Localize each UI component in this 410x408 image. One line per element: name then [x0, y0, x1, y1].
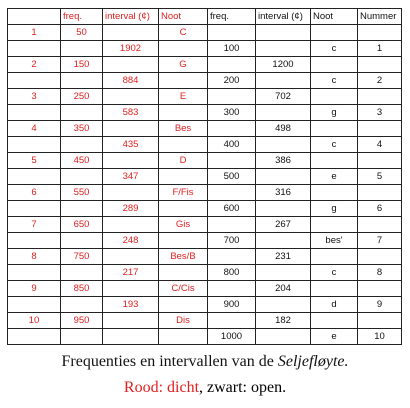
noot-open-cell: c: [311, 137, 358, 153]
table-row: [8, 329, 402, 345]
nummer-cell: [358, 25, 402, 41]
table-row: [8, 201, 402, 217]
noot-closed-cell: [159, 297, 208, 313]
nr-cell: 6: [8, 185, 61, 201]
interval-closed-cell: [103, 153, 159, 169]
header-freq-closed: freq.: [61, 9, 103, 25]
interval-open-cell: [256, 329, 311, 345]
noot-closed-cell: [159, 169, 208, 185]
caption-line-1: [0, 353, 410, 371]
noot-open-cell: [311, 281, 358, 297]
freq-open-cell: [208, 217, 256, 233]
nummer-cell: [358, 89, 402, 105]
interval-open-cell: [256, 265, 311, 281]
nummer-cell: 1: [358, 41, 402, 57]
freq-closed-cell: [61, 73, 103, 89]
interval-open-cell: [256, 201, 311, 217]
interval-open-cell: 182: [256, 313, 311, 329]
freq-closed-cell: 350: [61, 121, 103, 137]
nr-cell: [8, 201, 61, 217]
nummer-cell: 4: [358, 137, 402, 153]
noot-closed-cell: [159, 73, 208, 89]
nr-cell: [8, 169, 61, 185]
noot-open-cell: g: [311, 105, 358, 121]
nummer-cell: [358, 281, 402, 297]
nummer-cell: [358, 57, 402, 73]
header-interval-open: interval (¢): [256, 9, 311, 25]
noot-closed-cell: [159, 329, 208, 345]
interval-closed-cell: [103, 185, 159, 201]
interval-open-cell: 386: [256, 153, 311, 169]
noot-closed-cell: C/Cis: [159, 281, 208, 297]
freq-closed-cell: 850: [61, 281, 103, 297]
noot-closed-cell: C: [159, 25, 208, 41]
nr-cell: 2: [8, 57, 61, 73]
freq-closed-cell: [61, 329, 103, 345]
nummer-cell: [358, 185, 402, 201]
header-noot-open: Noot: [311, 9, 358, 25]
nr-cell: [8, 233, 61, 249]
interval-closed-cell: [103, 57, 159, 73]
noot-closed-cell: G: [159, 57, 208, 73]
freq-closed-cell: 50: [61, 25, 103, 41]
interval-open-cell: 316: [256, 185, 311, 201]
freq-open-cell: [208, 313, 256, 329]
interval-closed-cell: [103, 89, 159, 105]
nr-cell: [8, 137, 61, 153]
interval-closed-cell: [103, 313, 159, 329]
noot-closed-cell: Bes: [159, 121, 208, 137]
noot-closed-cell: F/Fis: [159, 185, 208, 201]
freq-closed-cell: [61, 41, 103, 57]
noot-open-cell: g: [311, 201, 358, 217]
table-row: [8, 121, 402, 137]
table-row: [8, 265, 402, 281]
freq-open-cell: 300: [208, 105, 256, 121]
interval-open-cell: [256, 105, 311, 121]
freq-open-cell: 900: [208, 297, 256, 313]
interval-closed-cell: 884: [103, 73, 159, 89]
freq-closed-cell: 450: [61, 153, 103, 169]
freq-open-cell: [208, 153, 256, 169]
nummer-cell: [358, 217, 402, 233]
header-nr: [8, 9, 61, 25]
noot-open-cell: e: [311, 169, 358, 185]
interval-closed-cell: [103, 329, 159, 345]
nummer-cell: 3: [358, 105, 402, 121]
table-row: [8, 25, 402, 41]
freq-closed-cell: 250: [61, 89, 103, 105]
noot-open-cell: bes': [311, 233, 358, 249]
table-row: [8, 313, 402, 329]
noot-closed-cell: [159, 265, 208, 281]
freq-open-cell: 700: [208, 233, 256, 249]
freq-open-cell: [208, 121, 256, 137]
noot-open-cell: [311, 153, 358, 169]
table-row: [8, 217, 402, 233]
noot-open-cell: e: [311, 329, 358, 345]
freq-closed-cell: [61, 169, 103, 185]
noot-open-cell: [311, 313, 358, 329]
caption-line-2: [0, 379, 410, 397]
interval-closed-cell: 217: [103, 265, 159, 281]
freq-open-cell: [208, 57, 256, 73]
freq-open-cell: [208, 89, 256, 105]
nr-cell: 5: [8, 153, 61, 169]
nummer-cell: 10: [358, 329, 402, 345]
noot-open-cell: [311, 57, 358, 73]
nr-cell: 4: [8, 121, 61, 137]
header-noot-closed: Noot: [159, 9, 208, 25]
table-row: [8, 57, 402, 73]
noot-open-cell: [311, 25, 358, 41]
table-row: [8, 137, 402, 153]
nummer-cell: [358, 249, 402, 265]
freq-open-cell: 100: [208, 41, 256, 57]
noot-closed-cell: [159, 105, 208, 121]
freq-closed-cell: [61, 201, 103, 217]
interval-closed-cell: [103, 217, 159, 233]
freq-open-cell: 400: [208, 137, 256, 153]
interval-open-cell: [256, 73, 311, 89]
nr-cell: [8, 297, 61, 313]
freq-open-cell: 500: [208, 169, 256, 185]
nummer-cell: 7: [358, 233, 402, 249]
freq-closed-cell: [61, 137, 103, 153]
interval-open-cell: [256, 137, 311, 153]
table-row: [8, 105, 402, 121]
nr-cell: [8, 265, 61, 281]
interval-open-cell: [256, 25, 311, 41]
nummer-cell: 6: [358, 201, 402, 217]
noot-closed-cell: E: [159, 89, 208, 105]
nummer-cell: 8: [358, 265, 402, 281]
nr-cell: [8, 73, 61, 89]
noot-open-cell: [311, 217, 358, 233]
noot-open-cell: [311, 89, 358, 105]
noot-closed-cell: [159, 233, 208, 249]
freq-closed-cell: [61, 297, 103, 313]
table-row: [8, 185, 402, 201]
freq-open-cell: [208, 185, 256, 201]
noot-open-cell: d: [311, 297, 358, 313]
nr-cell: 10: [8, 313, 61, 329]
freq-open-cell: 1000: [208, 329, 256, 345]
freq-open-cell: [208, 249, 256, 265]
interval-closed-cell: [103, 121, 159, 137]
noot-closed-cell: Gis: [159, 217, 208, 233]
interval-open-cell: 231: [256, 249, 311, 265]
interval-closed-cell: 193: [103, 297, 159, 313]
caption-instrument-name: Seljefløyte.: [277, 353, 349, 370]
table-row: [8, 89, 402, 105]
freq-open-cell: 800: [208, 265, 256, 281]
nummer-cell: 2: [358, 73, 402, 89]
table-row: [8, 41, 402, 57]
header-row: [8, 9, 402, 25]
interval-open-cell: 1200: [256, 57, 311, 73]
freq-closed-cell: [61, 233, 103, 249]
noot-closed-cell: D: [159, 153, 208, 169]
noot-open-cell: [311, 249, 358, 265]
nr-cell: [8, 329, 61, 345]
nr-cell: 1: [8, 25, 61, 41]
table-row: [8, 73, 402, 89]
interval-closed-cell: 289: [103, 201, 159, 217]
interval-closed-cell: 248: [103, 233, 159, 249]
interval-closed-cell: [103, 281, 159, 297]
nr-cell: 3: [8, 89, 61, 105]
interval-closed-cell: [103, 25, 159, 41]
nummer-cell: [358, 153, 402, 169]
interval-closed-cell: 583: [103, 105, 159, 121]
noot-open-cell: c: [311, 265, 358, 281]
table-row: [8, 233, 402, 249]
header-freq-open: freq.: [208, 9, 256, 25]
interval-closed-cell: 347: [103, 169, 159, 185]
freq-closed-cell: 750: [61, 249, 103, 265]
table-body: [8, 25, 402, 345]
nummer-cell: [358, 121, 402, 137]
freq-open-cell: 600: [208, 201, 256, 217]
interval-closed-cell: 1902: [103, 41, 159, 57]
noot-closed-cell: [159, 201, 208, 217]
noot-closed-cell: [159, 41, 208, 57]
freq-closed-cell: 950: [61, 313, 103, 329]
table-row: [8, 249, 402, 265]
table-row: [8, 169, 402, 185]
interval-closed-cell: [103, 249, 159, 265]
table-row: [8, 297, 402, 313]
nummer-cell: 5: [358, 169, 402, 185]
interval-open-cell: 498: [256, 121, 311, 137]
nr-cell: 9: [8, 281, 61, 297]
interval-open-cell: [256, 169, 311, 185]
noot-closed-cell: Bes/B: [159, 249, 208, 265]
caption-closed-legend: Rood: dicht: [123, 379, 200, 396]
caption-text: Frequenties en intervallen van de: [61, 353, 278, 370]
interval-open-cell: [256, 41, 311, 57]
noot-open-cell: c: [311, 73, 358, 89]
noot-closed-cell: Dis: [159, 313, 208, 329]
freq-closed-cell: [61, 265, 103, 281]
table-row: [8, 153, 402, 169]
freq-open-cell: 200: [208, 73, 256, 89]
freq-open-cell: [208, 281, 256, 297]
freq-closed-cell: 650: [61, 217, 103, 233]
nr-cell: [8, 41, 61, 57]
interval-open-cell: [256, 233, 311, 249]
noot-open-cell: [311, 121, 358, 137]
interval-closed-cell: 435: [103, 137, 159, 153]
caption-open-legend: , zwart: open.: [199, 379, 287, 396]
freq-closed-cell: [61, 105, 103, 121]
noot-open-cell: c: [311, 41, 358, 57]
noot-open-cell: [311, 185, 358, 201]
interval-open-cell: 702: [256, 89, 311, 105]
interval-open-cell: 204: [256, 281, 311, 297]
freq-closed-cell: 550: [61, 185, 103, 201]
header-nummer: Nummer: [358, 9, 402, 25]
nummer-cell: [358, 313, 402, 329]
frequency-interval-table: [7, 8, 402, 345]
freq-open-cell: [208, 25, 256, 41]
nr-cell: 8: [8, 249, 61, 265]
table-row: [8, 281, 402, 297]
freq-closed-cell: 150: [61, 57, 103, 73]
nr-cell: 7: [8, 217, 61, 233]
nummer-cell: 9: [358, 297, 402, 313]
noot-closed-cell: [159, 137, 208, 153]
nr-cell: [8, 105, 61, 121]
interval-open-cell: [256, 297, 311, 313]
interval-open-cell: 267: [256, 217, 311, 233]
header-interval-closed: interval (¢): [103, 9, 159, 25]
